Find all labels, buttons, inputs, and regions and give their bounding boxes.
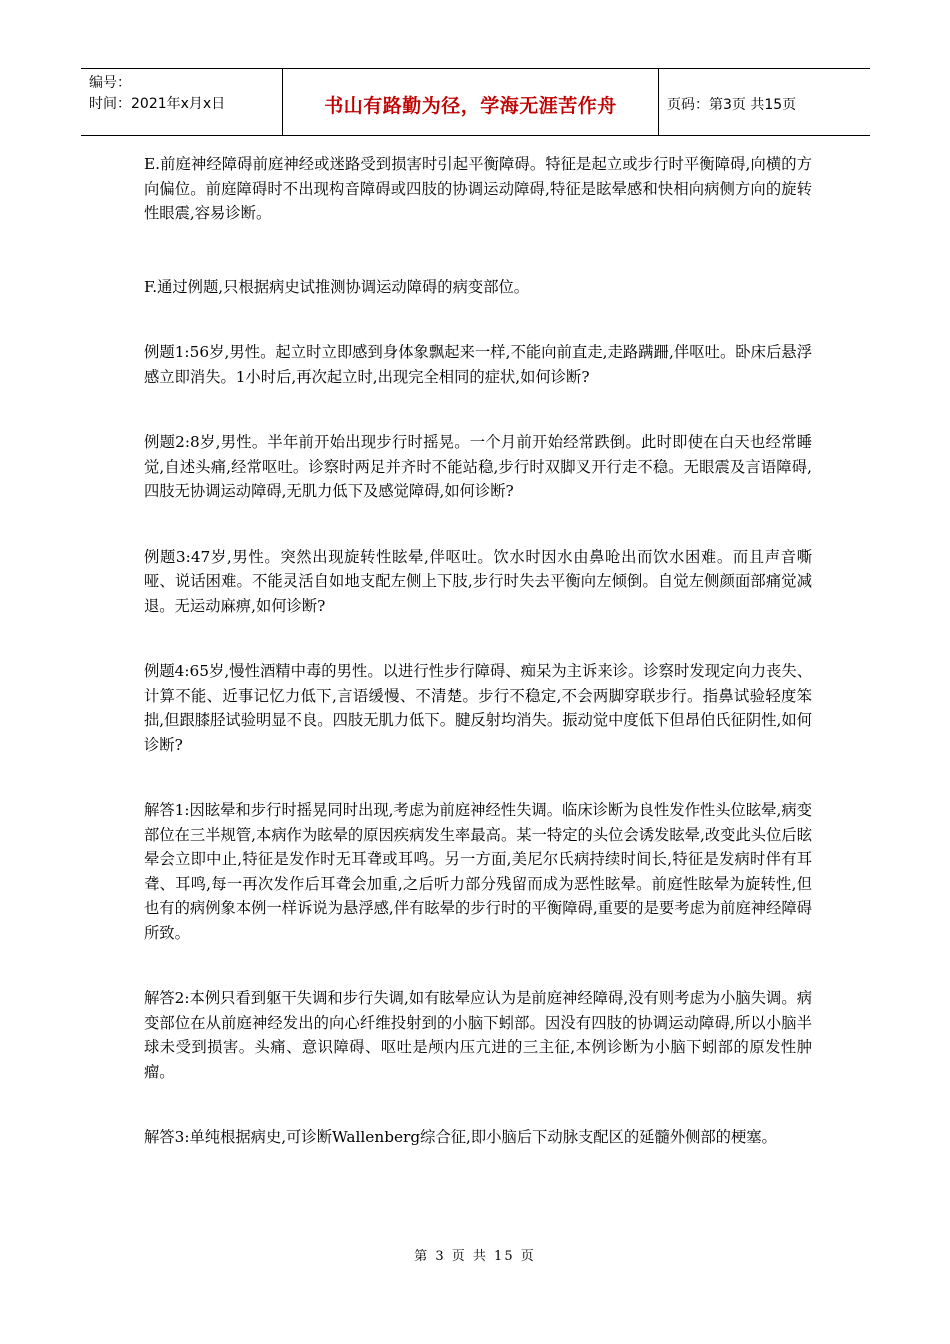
paragraph-example-2: 例题2:8岁,男性。半年前开始出现步行时摇晃。一个月前开始经常跌倒。此时即使在白天也经常睡觉,自述头痛,经常呕吐。诊察时两足并齐时不能站稳,步行时双脚叉开行走不稳。无眼震及言语障碍,四肢无协调运动障碍,无肌力低下及感觉障碍,如何诊断?	[144, 433, 812, 500]
paragraph-vestibular-disorder: E.前庭神经障碍前庭神经或迷路受到损害时引起平衡障碍。特征是起立或步行时平衡障碍,向横的方向偏位。前庭障碍时不出现构音障碍或四肢的协调运动障碍,特征是眩晕感和快相向病侧方向的旋转性眼震,容易诊断。	[144, 155, 812, 222]
page-header	[81, 68, 870, 136]
paragraph-intro-examples: F.通过例题,只根据病史试推测协调运动障碍的病变部位。	[144, 277, 530, 296]
page-footer: 第 3 页 共 15 页	[414, 1249, 536, 1264]
paragraph-example-1: 例题1:56岁,男性。起立时立即感到身体象飘起来一样,不能向前直走,走路蹒跚,伴呕吐。卧床后悬浮感立即消失。1小时后,再次起立时,出现完全相同的症状,如何诊断?	[144, 343, 812, 386]
paragraph-answer-1: 解答1:因眩晕和步行时摇晃同时出现,考虑为前庭神经性失调。临床诊断为良性发作性头位眩晕,病变部位在三半规管,本病作为眩晕的原因疾病发生率最高。某一特定的头位会诱发眩晕,改变此头位后眩晕会立即中止,特征是发作时无耳聋或耳鸣。另一方面,美尼尔氏病持续时间长,特征是发病时伴有耳聋、耳鸣,每一再次发作后耳聋会加重,之后听力部分残留而成为恶性眩晕。前庭性眩晕为旋转性,但也有的病例象本例一样诉说为悬浮感,伴有眩晕的步行时的平衡障碍,重要的是要考虑为前庭神经障碍所致。	[144, 801, 812, 942]
paragraph-answer-2: 解答2:本例只看到躯干失调和步行失调,如有眩晕应认为是前庭神经障碍,没有则考虑为小脑失调。病变部位在从前庭神经发出的向心纤维投射到的小脑下蚓部。因没有四肢的协调运动障碍,所以小脑半球未受到损害。头痛、意识障碍、呕吐是颅内压亢进的三主征,本例诊断为小脑下蚓部的原发性肿瘤。	[144, 989, 812, 1081]
document-number-label: 编号：	[89, 75, 131, 91]
paragraph-example-4: 例题4:65岁,慢性酒精中毒的男性。以进行性步行障碍、痴呆为主诉来诊。诊察时发现定向力丧失、计算不能、近事记忆力低下,言语缓慢、不清楚。步行不稳定,不会两脚穿联步行。指鼻试验轻度笨拙,但跟膝胫试验明显不良。四肢无肌力低下。腱反射均消失。振动觉中度低下但昂伯氏征阴性,如何诊断?	[144, 662, 812, 754]
header-motto: 书山有路勤为径，学海无涯苦作舟	[283, 69, 659, 135]
header-page-number: 页码：第3页 共15页	[667, 97, 797, 113]
header-info-cell	[81, 69, 283, 135]
document-body	[144, 152, 812, 1150]
paragraph-example-3: 例题3:47岁,男性。突然出现旋转性眩晕,伴呕吐。饮水时因水由鼻呛出而饮水困难。而且声音嘶哑、说话困难。不能灵活自如地支配左侧上下肢,步行时失去平衡向左倾倒。自觉左侧颜面部痛觉减退。无运动麻痹,如何诊断?	[144, 547, 812, 615]
paragraph-answer-3: 解答3:单纯根据病史,可诊断Wallenberg综合征,即小脑后下动脉支配区的延髓外侧部的梗塞。	[144, 1128, 777, 1146]
document-time-label: 时间：2021年x月x日	[89, 96, 226, 112]
